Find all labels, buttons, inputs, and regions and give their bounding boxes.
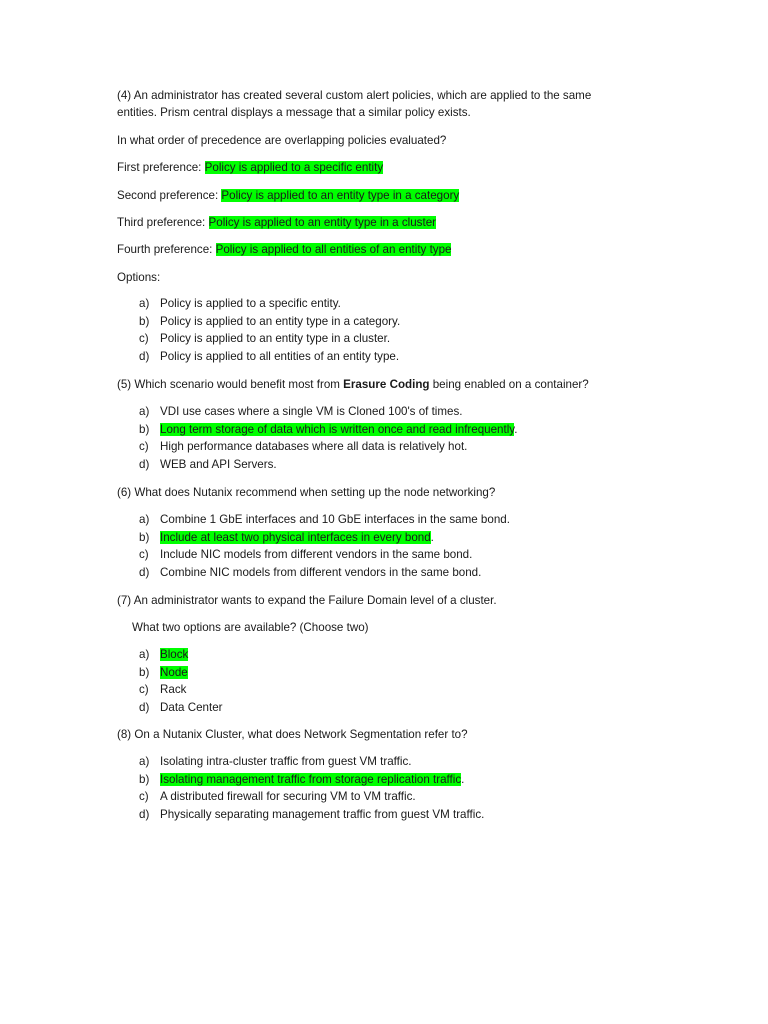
q7-subquestion: What two options are available? (Choose two): [132, 621, 369, 634]
q7-question: (7) An administrator wants to expand the Failure Domain level of a cluster.: [117, 594, 497, 607]
option-letter: c): [139, 440, 149, 454]
highlighted-answer: Isolating management traffic from storage replication traffic: [160, 772, 462, 786]
option-text: [160, 438, 467, 456]
option-letter: d): [139, 458, 150, 472]
option-text: [160, 771, 464, 789]
option-text: [160, 788, 416, 806]
option-text-body: A distributed firewall for securing VM to VM traffic.: [160, 790, 416, 804]
option-text: [160, 681, 186, 699]
option-letter: d): [139, 350, 150, 364]
option-letter: c): [139, 683, 149, 697]
q4-text-line-2: entities. Prism central displays a message that a similar policy exists.: [117, 106, 471, 119]
option-text: [160, 421, 517, 439]
q5-question: [117, 376, 589, 393]
option-letter: c): [139, 332, 149, 346]
q5-question-bold: Erasure Coding: [343, 378, 430, 391]
highlighted-answer: Policy is applied to a specific entity: [204, 161, 384, 174]
option-text: [160, 699, 223, 717]
q4-question: In what order of precedence are overlapping policies evaluated?: [117, 134, 447, 147]
option-text: [160, 529, 434, 547]
preference-label: First preference:: [117, 161, 205, 174]
q4-preference-1: [117, 159, 383, 176]
option-letter: d): [139, 566, 150, 580]
option-letter: b): [139, 772, 150, 786]
option-text: [160, 564, 481, 582]
option-letter: b): [139, 422, 150, 436]
highlighted-answer: Policy is applied to an entity type in a cluster: [208, 216, 437, 229]
option-letter: d): [139, 701, 150, 715]
option-letter: a): [139, 405, 150, 418]
option-letter: b): [139, 530, 150, 544]
option-letter: a): [139, 297, 150, 310]
option-text-body: Combine NIC models from different vendors in the same bond.: [160, 566, 482, 580]
option-text: Policy is applied to an entity type in a cluster.: [160, 332, 391, 346]
option-text-body: Rack: [160, 683, 187, 697]
highlighted-answer: Include at least two physical interfaces in every bond: [160, 530, 431, 544]
option-text: [160, 456, 277, 474]
q4-preference-3: [117, 214, 436, 231]
option-letter: b): [139, 665, 150, 679]
highlighted-answer: Node: [160, 665, 188, 679]
option-trailing-period: .: [514, 422, 518, 436]
option-text: [160, 546, 472, 564]
preference-label: Third preference:: [117, 216, 209, 229]
option-letter: a): [139, 755, 150, 768]
option-text-body: Isolating intra-cluster traffic from guest VM traffic.: [160, 755, 412, 768]
option-letter: d): [139, 808, 150, 822]
option-text-body: High performance databases where all data is relatively hot.: [160, 440, 468, 454]
option-text: [160, 511, 510, 529]
q4-text-line-1: (4) An administrator has created several custom alert policies, which are applied to the same: [117, 89, 592, 102]
option-text: Policy is applied to a specific entity.: [160, 297, 341, 310]
highlighted-answer: Long term storage of data which is written once and read infrequently: [160, 422, 515, 436]
highlighted-answer: Policy is applied to an entity type in a category: [221, 189, 460, 202]
option-text: [160, 753, 412, 771]
option-letter: c): [139, 790, 149, 804]
highlighted-answer: Block: [160, 648, 189, 661]
option-trailing-period: .: [430, 530, 434, 544]
q6-question: (6) What does Nutanix recommend when setting up the node networking?: [117, 486, 496, 499]
option-text-body: VDI use cases where a single VM is Cloned 100's of times.: [160, 405, 463, 418]
option-text-body: Physically separating management traffic from guest VM traffic.: [160, 808, 485, 822]
preference-label: Second preference:: [117, 189, 222, 202]
q5-question-suffix: being enabled on a container?: [429, 378, 589, 391]
option-letter: a): [139, 513, 150, 526]
option-text: [160, 806, 484, 824]
option-text: Policy is applied to all entities of an entity type.: [160, 350, 400, 364]
option-letter: a): [139, 648, 150, 661]
option-text: [160, 403, 463, 421]
option-letter: c): [139, 548, 149, 562]
q4-options-label: Options:: [117, 271, 161, 284]
q5-question-prefix: (5) Which scenario would benefit most from: [117, 378, 344, 391]
option-text: [160, 664, 188, 682]
option-text-body: WEB and API Servers.: [160, 458, 277, 472]
option-text: Policy is applied to an entity type in a category.: [160, 314, 401, 328]
q4-preference-4: [117, 241, 451, 258]
highlighted-answer: Policy is applied to all entities of an entity type: [215, 243, 452, 256]
option-text-body: Combine 1 GbE interfaces and 10 GbE interfaces in the same bond.: [160, 513, 510, 526]
preference-label: Fourth preference:: [117, 243, 216, 256]
option-text: [160, 646, 188, 664]
q4-preference-2: [117, 187, 459, 204]
option-letter: b): [139, 314, 150, 328]
option-trailing-period: .: [461, 772, 465, 786]
q8-question: (8) On a Nutanix Cluster, what does Network Segmentation refer to?: [117, 728, 468, 741]
option-text-body: Include NIC models from different vendors in the same bond.: [160, 548, 473, 562]
option-text-body: Data Center: [160, 701, 223, 715]
